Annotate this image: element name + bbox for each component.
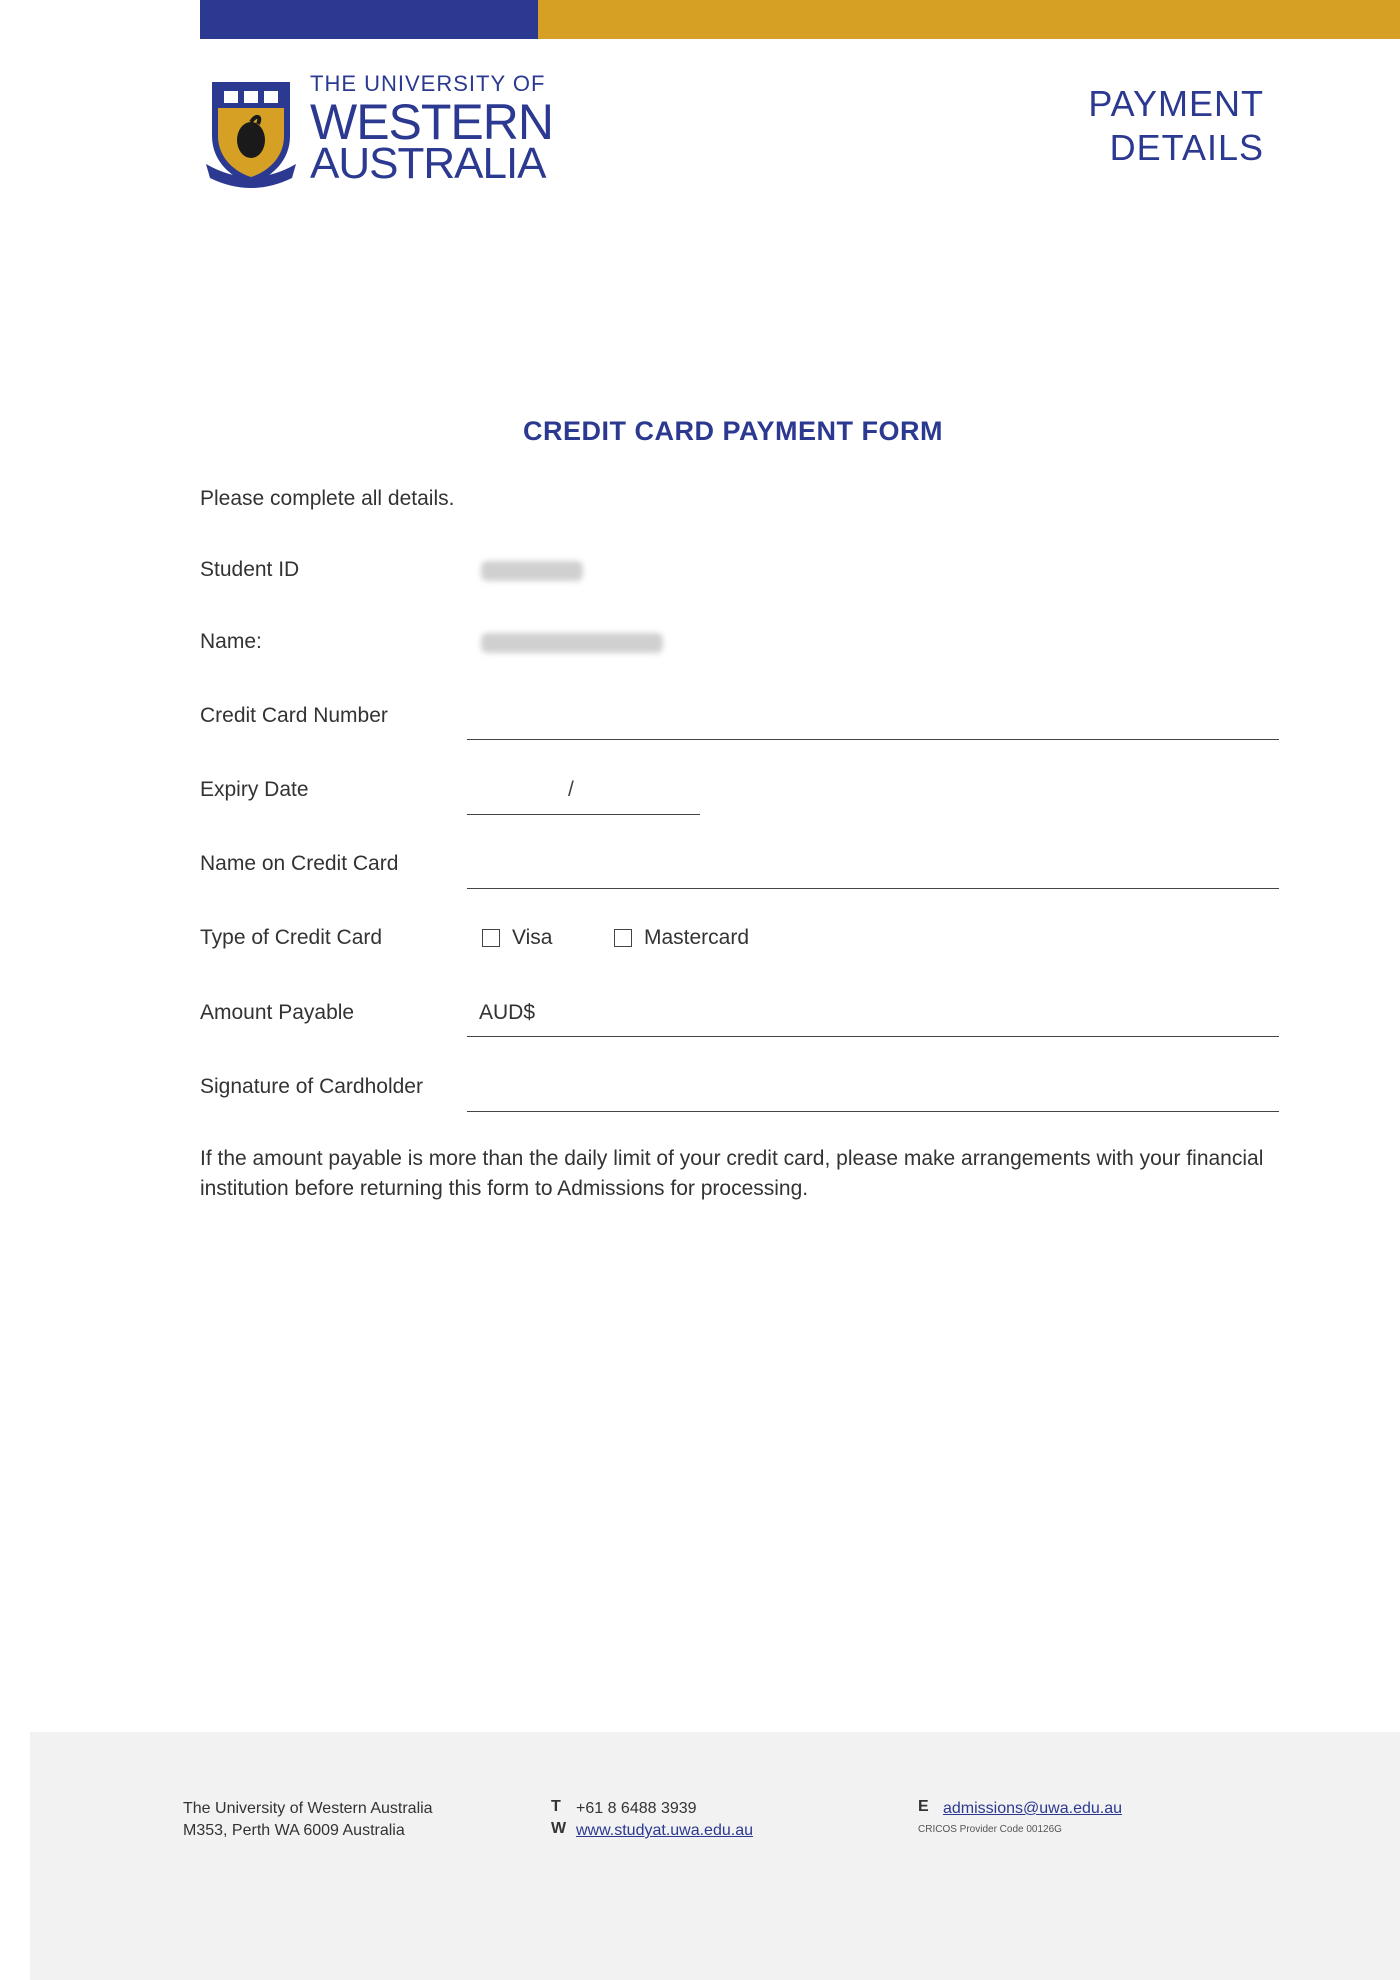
wordmark-line-1: THE UNIVERSITY OF [310,71,546,96]
phone-key: T [551,1798,561,1815]
website-link[interactable]: www.studyat.uwa.edu.au [576,1822,753,1839]
card-number-label: Credit Card Number [200,704,388,727]
university-wordmark [310,71,553,188]
signature-label: Signature of Cardholder [200,1075,423,1098]
university-logo [204,71,553,192]
amount-payable-label: Amount Payable [200,1001,355,1024]
name-value-redacted [481,633,663,653]
visa-checkbox[interactable] [482,929,500,947]
footer-email-wrapper [943,1798,1122,1820]
mastercard-option-label: Mastercard [644,926,750,949]
payment-note: If the amount payable is more than the daily limit of your credit card, please make arrangements with your financial institution before returning this form to Admissions for processing. [200,1147,1264,1200]
signature-field[interactable] [467,1111,1279,1112]
footer-address [183,1798,433,1842]
footer-address-line-2: M353, Perth WA 6009 Australia [183,1822,405,1839]
expiry-separator: / [568,778,574,801]
student-id-label: Student ID [200,558,300,581]
cricos-code: CRICOS Provider Code 00126G [918,1824,1062,1835]
email-key: E [918,1798,929,1815]
mastercard-checkbox[interactable] [614,929,632,947]
document-type-line-1: PAYMENT [1088,83,1264,124]
header-bar-blue [200,0,538,39]
name-on-card-field[interactable] [467,888,1279,889]
name-label: Name: [200,630,262,653]
card-type-label: Type of Credit Card [200,926,383,949]
footer [30,1732,1400,1980]
web-key: W [551,1820,567,1837]
wordmark-line-2: WESTERN [310,94,553,150]
expiry-date-label: Expiry Date [200,778,309,801]
amount-payable-field[interactable] [467,1036,1279,1037]
expiry-date-field[interactable] [467,814,700,815]
footer-address-line-1: The University of Western Australia [183,1800,433,1817]
form-intro: Please complete all details. [200,487,455,510]
email-link[interactable]: admissions@uwa.edu.au [943,1800,1123,1817]
visa-option-label: Visa [512,926,553,949]
footer-web-wrapper [576,1820,753,1842]
document-type-line-2: DETAILS [1109,127,1264,168]
card-number-field[interactable] [467,739,1279,740]
wordmark-line-3: AUSTRALIA [310,139,546,188]
amount-currency: AUD$ [479,1001,536,1024]
student-id-value-redacted [481,561,583,581]
header-bar-gold [538,0,1400,39]
name-on-card-label: Name on Credit Card [200,852,399,875]
form-title: CREDIT CARD PAYMENT FORM [522,416,943,446]
crest-icon [204,78,298,188]
footer-phone: +61 8 6488 3939 [576,1800,697,1817]
document-type-heading [1088,82,1264,170]
